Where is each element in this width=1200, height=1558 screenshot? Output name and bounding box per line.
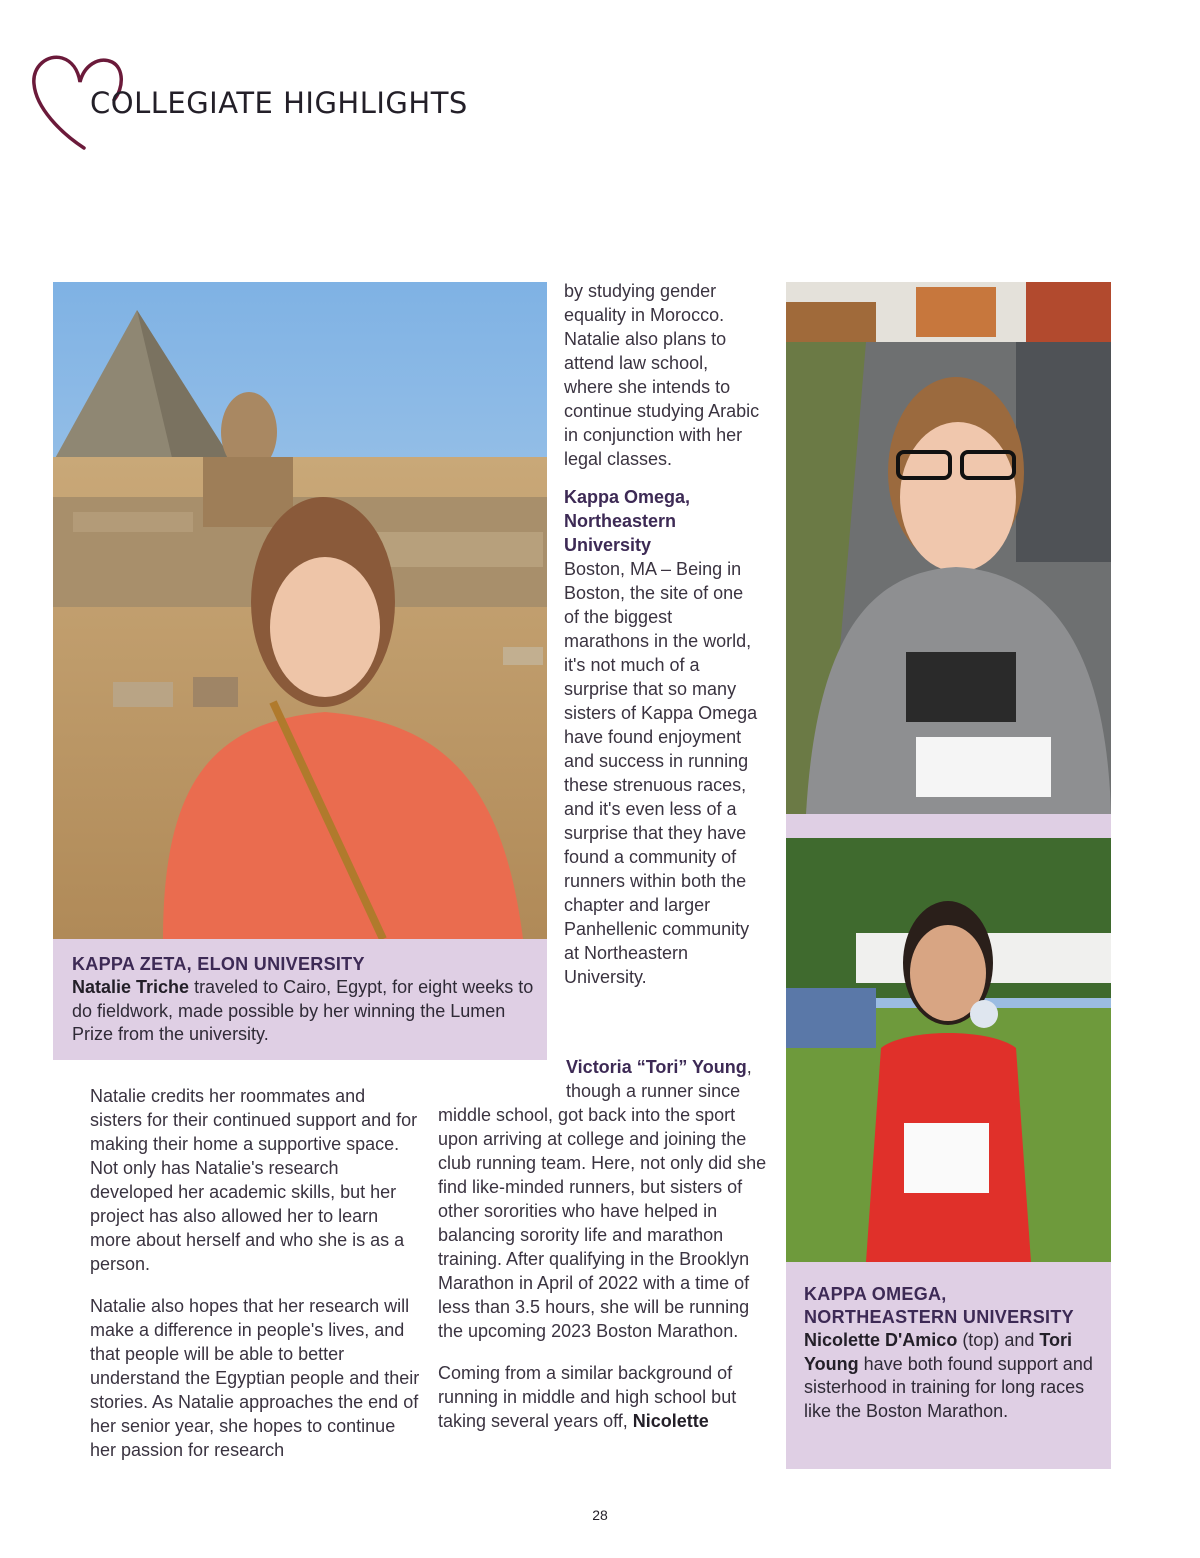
page-number: 28	[592, 1507, 608, 1523]
column-mid-bottom	[438, 1103, 768, 1451]
column-mid-bottom-para2-name: Nicolette	[632, 1411, 709, 1431]
caption-egypt-name: Natalie Triche	[72, 977, 190, 997]
tori-comma: ,	[746, 1057, 752, 1077]
column-mid	[564, 279, 762, 1007]
caption-right-text	[804, 1329, 1104, 1423]
tori-name: Victoria “Tori” Young	[566, 1057, 747, 1077]
caption-right-name1: Nicolette D'Amico	[804, 1330, 958, 1350]
caption-right-mid: (top) and	[957, 1330, 1040, 1350]
caption-egypt-text	[72, 976, 537, 1047]
tori-line1: though a runner since	[566, 1081, 741, 1101]
column-left-para2: Natalie also hopes that her research will make a difference in people's lives, and that people will be able to better understand the Egyptian people and their stories. As Natalie approaches the end of her senior year, she hopes to continue her passion for research	[90, 1296, 420, 1460]
column-mid-bottom-para2	[438, 1361, 768, 1433]
column-mid-heading: Kappa Omega, Northeastern University	[564, 487, 691, 555]
caption-right-heading-2: NORTHEASTERN UNIVERSITY	[804, 1307, 1074, 1327]
photo-natalie-egypt	[53, 282, 547, 939]
column-left-para1: Natalie credits her roommates and sisters for their continued support and for making their home a supportive space. Not only has Natalie's research developed her academic skills, but her project has also allowed her to learn more about herself and who she is as a person.	[90, 1086, 418, 1274]
photo-tori-medal	[786, 838, 1111, 1262]
caption-right	[786, 1262, 1111, 1469]
caption-right-body: have both found support and sisterhood in training for long races like the Boston Marathon.	[804, 1353, 1093, 1421]
column-mid-para1: by studying gender equality in Morocco. Natalie also plans to attend law school, where she intends to continue studying Arabic in conjunction with her legal classes.	[564, 281, 760, 469]
caption-strip	[786, 814, 1111, 838]
column-mid-bottom-para2-text: Coming from a similar background of running in middle and high school but taking several years off,	[438, 1363, 737, 1431]
photo-nicolette-selfie	[786, 282, 1111, 814]
column-mid-para2: Boston, MA – Being in Boston, the site of one of the biggest marathons in the world, it's not much of a surprise that so many sisters of Kappa Omega have found enjoyment and success in running these strenuous races, and it's even less of a surprise that they have found a community of runners within both the chapter and larger Panhellenic community at Northeastern University.	[564, 559, 758, 987]
caption-egypt-heading: KAPPA ZETA, ELON UNIVERSITY	[72, 954, 365, 974]
caption-egypt-body: traveled to Cairo, Egypt, for eight weeks to do fieldwork, made possible by her winning the Lumen Prize from the university.	[72, 977, 534, 1044]
caption-right-heading-1: KAPPA OMEGA,	[804, 1284, 947, 1304]
column-mid-bottom-para1: middle school, got back into the sport upon arriving at college and joining the club running team. Here, not only did she find like-minded runners, but sisters of other sororities who have helped in balancing sorority life and marathon training. After qualifying in the Brooklyn Marathon in April of 2022 with a time of less than 3.5 hours, she will be running the upcoming 2023 Boston Marathon.	[438, 1105, 767, 1341]
section-title: COLLEGIATE HIGHLIGHTS	[90, 86, 468, 120]
column-left	[90, 1084, 420, 1480]
tori-intro	[566, 1055, 766, 1103]
caption-egypt	[53, 939, 547, 1060]
caption-right-name2: Tori Young	[804, 1330, 1073, 1374]
